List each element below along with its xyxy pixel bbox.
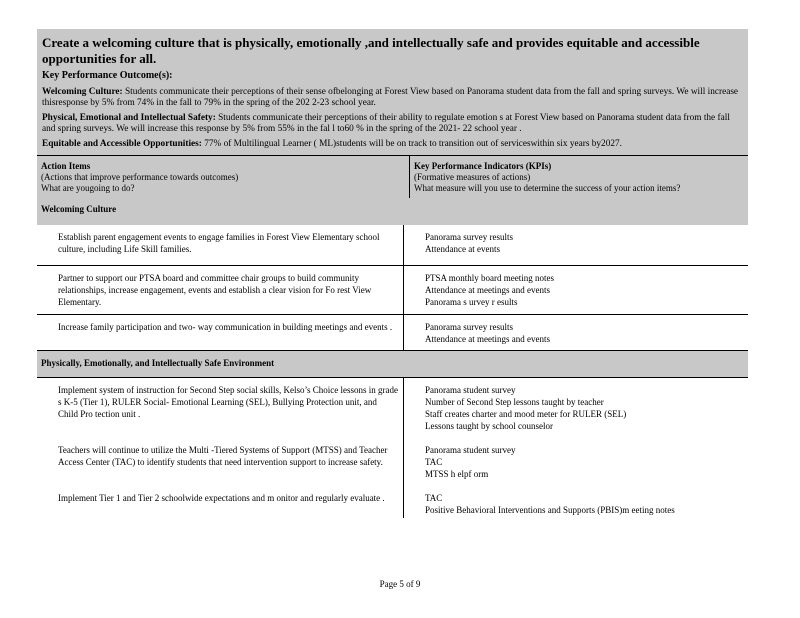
kpi-item: Attendance at events — [425, 244, 500, 254]
section-safe-environment: Physically, Emotionally, and Intellectually Safe Environment — [37, 350, 748, 377]
bullet-icon — [408, 468, 425, 480]
action-text: Implement Tier 1 and Tier 2 schoolwide expectations and m onitor and regularly evaluate . — [58, 493, 385, 503]
bullet-icon — [408, 333, 425, 345]
kpi-cell — [404, 486, 748, 518]
outcome-text: 77% of Multilingual Learner ( ML)students will be on track to transition out of serviceswithin six years by2027. — [204, 139, 622, 149]
kpi-cell — [404, 266, 748, 314]
kpi-item: Panorama student survey — [425, 385, 516, 395]
kpi-item: Panorama survey results — [425, 232, 513, 242]
kpi-title: Key Performance Indicators (KPIs) — [414, 161, 552, 171]
action-cell — [37, 486, 404, 518]
bullet-icon — [408, 396, 425, 408]
table-row — [37, 314, 748, 350]
action-cell — [37, 225, 404, 265]
bullet-icon — [41, 384, 58, 420]
action-text: Implement system of instruction for Second Step social skills, Kelso’s Choice lessons in grade s K-5 (Tier 1), RULER Social- Emotional Learning (SEL), Bullying Protection unit, and Child Pro tection unit . — [58, 385, 398, 419]
goal-statement: Create a welcoming culture that is physically, emotionally ,and intellectually safe and provides equitable and accessible opportunities for all. — [42, 35, 700, 66]
bullet-icon — [408, 444, 425, 456]
column-header-row — [37, 155, 748, 198]
kpi-item: Lessons taught by school counselor — [425, 421, 553, 431]
kpi-item: PTSA monthly board meeting notes — [425, 273, 554, 283]
action-text: Teachers will continue to utilize the Multi -Tiered Systems of Support (MTSS) and Teacher Access Center (TAC) to identify students that need intervention support to increase safety. — [58, 445, 388, 467]
action-items-subtitle: (Actions that improve performance towards outcomes) — [41, 172, 239, 182]
kpi-cell — [404, 315, 748, 350]
section-welcoming-culture: Welcoming Culture — [37, 198, 748, 225]
bullet-icon — [408, 456, 425, 468]
kpi-item: Attendance at meetings and events — [425, 285, 550, 295]
outcome-safety — [42, 113, 742, 135]
action-cell — [37, 266, 404, 314]
action-text: Partner to support our PTSA board and committee chair groups to build community relationships, increase engagement, events and establish a clear vision for Fo rest View Elementary. — [58, 273, 372, 307]
kpo-label: Key Performance Outcome(s): — [42, 70, 173, 81]
kpi-item: Number of Second Step lessons taught by teacher — [425, 397, 604, 407]
outcome-label: Physical, Emotional and Intellectual Safety: — [42, 113, 216, 123]
action-items-header — [37, 156, 410, 198]
action-cell — [37, 438, 404, 486]
kpi-item: TAC — [425, 493, 443, 503]
kpi-item: MTSS h elpf orm — [425, 469, 489, 479]
kpi-item: Staff creates charter and mood meter for RULER (SEL) — [425, 409, 627, 419]
bullet-icon — [41, 321, 58, 333]
outcome-equity — [42, 139, 742, 150]
bullet-icon — [41, 492, 58, 504]
outcome-label: Welcoming Culture: — [42, 87, 123, 97]
page-number: Page 5 of 9 — [379, 579, 421, 589]
bullet-icon — [41, 444, 58, 468]
kpi-cell — [404, 378, 748, 438]
bullet-icon — [408, 384, 425, 396]
bullet-icon — [408, 296, 425, 308]
outcome-text: Students communicate their perceptions of their sense ofbelonging at Forest View based on Panorama student data from the fall and spring surveys. We will increase thisresponse by 5% from 74% in the fall to 79% in the spring of the 202 2-23 school year. — [42, 87, 739, 108]
outcome-text: Students communicate their perceptions of their ability to regulate emotion s at Forest View based on Panorama student data from the fall and spring surveys. We will increase this response by 5% from 55% in the fal l to60 % in the spring of the 2021- 22 school year . — [42, 113, 730, 134]
outcome-label: Equitable and Accessible Opportunities: — [42, 139, 202, 149]
document-page — [37, 29, 748, 518]
outcome-welcoming — [42, 87, 742, 109]
bullet-icon — [408, 420, 425, 432]
kpi-cell — [404, 225, 748, 265]
action-text: Increase family participation and two- way communication in building meetings and events . — [58, 322, 393, 332]
goal-header — [37, 29, 748, 155]
bullet-icon — [408, 321, 425, 333]
bullet-icon — [408, 272, 425, 284]
kpi-subtitle: (Formative measures of actions) — [414, 172, 531, 182]
kpi-item: TAC — [425, 457, 443, 467]
table-row — [37, 486, 748, 518]
bullet-icon — [408, 231, 425, 243]
kpi-question: What measure will you use to determine the success of your action items? — [414, 183, 681, 193]
bullet-icon — [408, 492, 425, 504]
table-row — [37, 377, 748, 438]
kpi-item: Positive Behavioral Interventions and Supports (PBIS)m eeting notes — [425, 505, 675, 515]
kpi-item: Attendance at meetings and events — [425, 334, 550, 344]
kpi-item: Panorama student survey — [425, 445, 516, 455]
bullet-icon — [408, 504, 425, 516]
bullet-icon — [408, 284, 425, 296]
table-row — [37, 438, 748, 486]
action-cell — [37, 378, 404, 438]
bullet-icon — [408, 243, 425, 255]
bullet-icon — [408, 408, 425, 420]
action-cell — [37, 315, 404, 350]
action-items-question: What are yougoing to do? — [41, 183, 135, 193]
kpi-item: Panorama s urvey r esults — [425, 297, 518, 307]
bullet-icon — [41, 231, 58, 255]
table-row — [37, 265, 748, 314]
action-text: Establish parent engagement events to engage families in Forest View Elementary school culture, including Life Skill families. — [58, 232, 380, 254]
kpi-item: Panorama survey results — [425, 322, 513, 332]
kpi-header — [410, 156, 748, 198]
action-items-title: Action Items — [41, 161, 91, 171]
kpi-cell — [404, 438, 748, 486]
bullet-icon — [41, 272, 58, 308]
table-row — [37, 225, 748, 265]
